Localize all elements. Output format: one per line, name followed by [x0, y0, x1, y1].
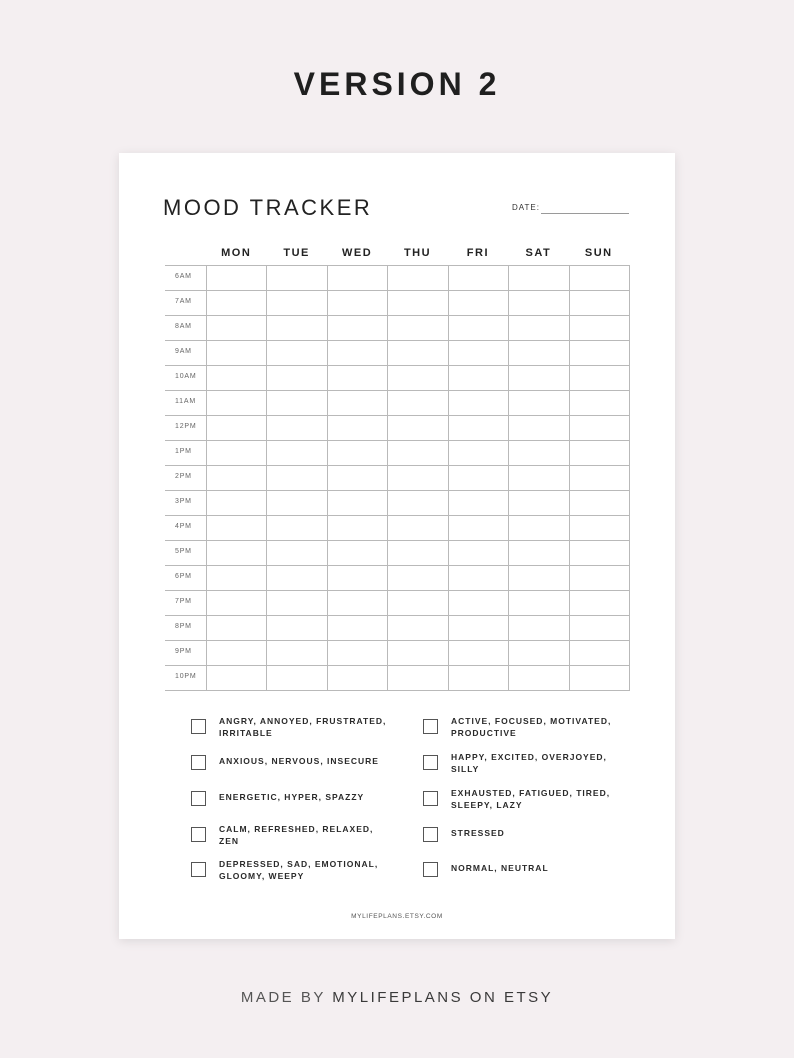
- mood-cell-fri-10pm[interactable]: [449, 666, 508, 690]
- date-label: DATE:: [512, 203, 540, 212]
- mood-cell-sun-3pm[interactable]: [570, 491, 629, 515]
- mood-cell-fri-12pm[interactable]: [449, 416, 508, 440]
- mood-cell-sat-1pm[interactable]: [509, 441, 568, 465]
- mood-cell-mon-3pm[interactable]: [207, 491, 266, 515]
- mood-cell-wed-8pm[interactable]: [328, 616, 387, 640]
- mood-cell-thu-10am[interactable]: [388, 366, 447, 390]
- mood-checkbox[interactable]: [191, 791, 206, 806]
- mood-cell-sat-5pm[interactable]: [509, 541, 568, 565]
- mood-cell-thu-2pm[interactable]: [388, 466, 447, 490]
- mood-label: CALM, REFRESHED, RELAXED, ZEN: [219, 824, 374, 846]
- mood-cell-thu-6am[interactable]: [388, 266, 447, 290]
- mood-cell-sat-10am[interactable]: [509, 366, 568, 390]
- mood-cell-tue-5pm[interactable]: [267, 541, 326, 565]
- mood-cell-mon-8am[interactable]: [207, 316, 266, 340]
- mood-cell-tue-9am[interactable]: [267, 341, 326, 365]
- mood-cell-mon-6pm[interactable]: [207, 566, 266, 590]
- mood-cell-tue-7am[interactable]: [267, 291, 326, 315]
- time-label: 3PM: [175, 498, 192, 505]
- page-headline: VERSION 2: [293, 66, 501, 102]
- mood-cell-mon-5pm[interactable]: [207, 541, 266, 565]
- mood-cell-sun-10am[interactable]: [570, 366, 629, 390]
- mood-cell-fri-5pm[interactable]: [449, 541, 508, 565]
- mood-cell-sat-6pm[interactable]: [509, 566, 568, 590]
- mood-cell-mon-7am[interactable]: [207, 291, 266, 315]
- mood-cell-sat-8pm[interactable]: [509, 616, 568, 640]
- mood-cell-tue-6am[interactable]: [267, 266, 326, 290]
- time-label: 1PM: [175, 448, 192, 455]
- mood-cell-wed-8am[interactable]: [328, 316, 387, 340]
- date-field-line[interactable]: [541, 213, 629, 214]
- mood-cell-wed-7pm[interactable]: [328, 591, 387, 615]
- mood-cell-tue-7pm[interactable]: [267, 591, 326, 615]
- mood-cell-fri-8am[interactable]: [449, 316, 508, 340]
- mood-cell-thu-3pm[interactable]: [388, 491, 447, 515]
- credit-prefix: MADE BY: [240, 989, 326, 1006]
- mood-cell-wed-9pm[interactable]: [328, 641, 387, 665]
- mood-cell-tue-10pm[interactable]: [267, 666, 326, 690]
- mood-cell-wed-4pm[interactable]: [328, 516, 387, 540]
- time-label: 10PM: [175, 673, 197, 680]
- credit-name: MYLIFEPLANS ON ETSY: [332, 989, 554, 1006]
- mood-checkbox[interactable]: [191, 827, 206, 842]
- mood-label: STRESSED: [451, 828, 505, 838]
- mood-cell-sun-12pm[interactable]: [570, 416, 629, 440]
- mood-label: DEPRESSED, SAD, EMOTIONAL, GLOOMY, WEEPY: [219, 859, 379, 881]
- mood-checkbox[interactable]: [423, 862, 438, 877]
- mood-cell-thu-10pm[interactable]: [388, 666, 447, 690]
- mood-cell-thu-7am[interactable]: [388, 291, 447, 315]
- mood-label: ANGRY, ANNOYED, FRUSTRATED, IRRITABLE: [219, 716, 387, 738]
- mood-label: NORMAL, NEUTRAL: [451, 863, 549, 873]
- time-label: 8PM: [175, 623, 192, 630]
- mood-cell-sat-9pm[interactable]: [509, 641, 568, 665]
- mood-cell-tue-1pm[interactable]: [267, 441, 326, 465]
- mood-cell-fri-2pm[interactable]: [449, 466, 508, 490]
- day-header-sat: SAT: [525, 247, 552, 259]
- day-header-tue: TUE: [283, 247, 310, 259]
- mood-cell-sat-6am[interactable]: [509, 266, 568, 290]
- mood-cell-tue-4pm[interactable]: [267, 516, 326, 540]
- mood-cell-thu-6pm[interactable]: [388, 566, 447, 590]
- mood-cell-wed-10pm[interactable]: [328, 666, 387, 690]
- mood-cell-thu-11am[interactable]: [388, 391, 447, 415]
- mood-tracker-sheet: [119, 153, 675, 939]
- mood-label: ENERGETIC, HYPER, SPAZZY: [219, 792, 365, 802]
- mood-cell-thu-12pm[interactable]: [388, 416, 447, 440]
- mood-label: EXHAUSTED, FATIGUED, TIRED, SLEEPY, LAZY: [451, 788, 611, 810]
- mood-cell-mon-4pm[interactable]: [207, 516, 266, 540]
- mood-cell-mon-6am[interactable]: [207, 266, 266, 290]
- mood-checkbox[interactable]: [191, 862, 206, 877]
- time-label: 7AM: [175, 298, 192, 305]
- time-label: 8AM: [175, 323, 192, 330]
- mood-cell-wed-10am[interactable]: [328, 366, 387, 390]
- mood-cell-wed-2pm[interactable]: [328, 466, 387, 490]
- mood-cell-fri-7pm[interactable]: [449, 591, 508, 615]
- mood-cell-sat-12pm[interactable]: [509, 416, 568, 440]
- mood-cell-sun-8am[interactable]: [570, 316, 629, 340]
- mood-cell-sat-9am[interactable]: [509, 341, 568, 365]
- mood-cell-sun-11am[interactable]: [570, 391, 629, 415]
- credit-line: [0, 989, 794, 1006]
- mood-cell-tue-2pm[interactable]: [267, 466, 326, 490]
- mood-cell-thu-8am[interactable]: [388, 316, 447, 340]
- mood-cell-sat-7am[interactable]: [509, 291, 568, 315]
- time-label: 6PM: [175, 573, 192, 580]
- mood-cell-sun-1pm[interactable]: [570, 441, 629, 465]
- mood-cell-mon-7pm[interactable]: [207, 591, 266, 615]
- mood-cell-sun-9pm[interactable]: [570, 641, 629, 665]
- mood-cell-sun-7pm[interactable]: [570, 591, 629, 615]
- mood-cell-thu-9pm[interactable]: [388, 641, 447, 665]
- mood-cell-tue-3pm[interactable]: [267, 491, 326, 515]
- sheet-title: MOOD TRACKER: [163, 195, 373, 220]
- mood-cell-fri-1pm[interactable]: [449, 441, 508, 465]
- mood-cell-sat-2pm[interactable]: [509, 466, 568, 490]
- mood-checkbox[interactable]: [191, 719, 206, 734]
- mood-cell-thu-5pm[interactable]: [388, 541, 447, 565]
- mood-cell-sat-11am[interactable]: [509, 391, 568, 415]
- mood-cell-sun-9am[interactable]: [570, 341, 629, 365]
- mood-checkbox[interactable]: [423, 755, 438, 770]
- mood-checkbox[interactable]: [423, 827, 438, 842]
- mood-cell-tue-11am[interactable]: [267, 391, 326, 415]
- mood-cell-fri-9pm[interactable]: [449, 641, 508, 665]
- mood-cell-fri-10am[interactable]: [449, 366, 508, 390]
- mood-cell-wed-1pm[interactable]: [328, 441, 387, 465]
- mood-cell-sat-4pm[interactable]: [509, 516, 568, 540]
- time-label: 4PM: [175, 523, 192, 530]
- day-header-sun: SUN: [584, 247, 613, 259]
- mood-cell-mon-10pm[interactable]: [207, 666, 266, 690]
- time-label: 2PM: [175, 473, 192, 480]
- mood-cell-wed-9am[interactable]: [328, 341, 387, 365]
- mood-cell-fri-6pm[interactable]: [449, 566, 508, 590]
- mood-cell-sun-4pm[interactable]: [570, 516, 629, 540]
- mood-cell-sun-2pm[interactable]: [570, 466, 629, 490]
- mood-cell-sun-6am[interactable]: [570, 266, 629, 290]
- mood-cell-fri-11am[interactable]: [449, 391, 508, 415]
- mood-cell-tue-10am[interactable]: [267, 366, 326, 390]
- time-label: 11AM: [175, 398, 196, 405]
- mood-cell-mon-10am[interactable]: [207, 366, 266, 390]
- mood-label: ACTIVE, FOCUSED, MOTIVATED, PRODUCTIVE: [451, 716, 612, 738]
- mood-label: HAPPY, EXCITED, OVERJOYED, SILLY: [451, 752, 607, 774]
- mood-cell-thu-9am[interactable]: [388, 341, 447, 365]
- time-label: 9AM: [175, 348, 192, 355]
- mood-cell-mon-11am[interactable]: [207, 391, 266, 415]
- mood-cell-thu-1pm[interactable]: [388, 441, 447, 465]
- mood-cell-mon-12pm[interactable]: [207, 416, 266, 440]
- mood-checkbox[interactable]: [423, 719, 438, 734]
- mood-cell-fri-9am[interactable]: [449, 341, 508, 365]
- mood-cell-mon-1pm[interactable]: [207, 441, 266, 465]
- mood-cell-tue-8pm[interactable]: [267, 616, 326, 640]
- mood-cell-thu-8pm[interactable]: [388, 616, 447, 640]
- mood-cell-fri-3pm[interactable]: [449, 491, 508, 515]
- grid-column-line: [629, 265, 630, 691]
- mood-cell-fri-6am[interactable]: [449, 266, 508, 290]
- time-label: 5PM: [175, 548, 192, 555]
- grid-row-line: [165, 690, 629, 691]
- mood-cell-sun-10pm[interactable]: [570, 666, 629, 690]
- mood-cell-sat-3pm[interactable]: [509, 491, 568, 515]
- day-header-mon: MON: [221, 247, 252, 259]
- time-label: 7PM: [175, 598, 192, 605]
- time-label: 10AM: [175, 373, 197, 380]
- mood-grid: [165, 265, 629, 691]
- mood-cell-sat-10pm[interactable]: [509, 666, 568, 690]
- mood-cell-wed-6pm[interactable]: [328, 566, 387, 590]
- mood-cell-wed-5pm[interactable]: [328, 541, 387, 565]
- mood-checkbox[interactable]: [191, 755, 206, 770]
- time-label: 9PM: [175, 648, 192, 655]
- mood-checkbox[interactable]: [423, 791, 438, 806]
- day-header-wed: WED: [341, 247, 373, 259]
- mood-cell-fri-7am[interactable]: [449, 291, 508, 315]
- mood-cell-wed-12pm[interactable]: [328, 416, 387, 440]
- mood-cell-tue-9pm[interactable]: [267, 641, 326, 665]
- mood-cell-wed-3pm[interactable]: [328, 491, 387, 515]
- mood-cell-sat-8am[interactable]: [509, 316, 568, 340]
- mood-cell-sat-7pm[interactable]: [509, 591, 568, 615]
- mood-cell-thu-4pm[interactable]: [388, 516, 447, 540]
- mood-cell-tue-6pm[interactable]: [267, 566, 326, 590]
- mood-cell-tue-8am[interactable]: [267, 316, 326, 340]
- mood-cell-wed-7am[interactable]: [328, 291, 387, 315]
- mood-cell-sun-5pm[interactable]: [570, 541, 629, 565]
- mood-cell-sun-7am[interactable]: [570, 291, 629, 315]
- day-header-thu: THU: [403, 247, 432, 259]
- mood-cell-sun-6pm[interactable]: [570, 566, 629, 590]
- mood-cell-fri-4pm[interactable]: [449, 516, 508, 540]
- time-label: 6AM: [175, 273, 192, 280]
- footer-url: MYLIFEPLANS.ETSY.COM: [351, 913, 443, 920]
- time-label: 12PM: [175, 423, 197, 430]
- mood-cell-mon-9pm[interactable]: [207, 641, 266, 665]
- mood-cell-wed-11am[interactable]: [328, 391, 387, 415]
- mood-label: ANXIOUS, NERVOUS, INSECURE: [219, 756, 379, 766]
- day-header-fri: FRI: [466, 247, 490, 259]
- mood-cell-tue-12pm[interactable]: [267, 416, 326, 440]
- mood-cell-mon-2pm[interactable]: [207, 466, 266, 490]
- mood-cell-mon-9am[interactable]: [207, 341, 266, 365]
- mood-cell-mon-8pm[interactable]: [207, 616, 266, 640]
- mood-cell-wed-6am[interactable]: [328, 266, 387, 290]
- mood-cell-thu-7pm[interactable]: [388, 591, 447, 615]
- mood-cell-fri-8pm[interactable]: [449, 616, 508, 640]
- mood-cell-sun-8pm[interactable]: [570, 616, 629, 640]
